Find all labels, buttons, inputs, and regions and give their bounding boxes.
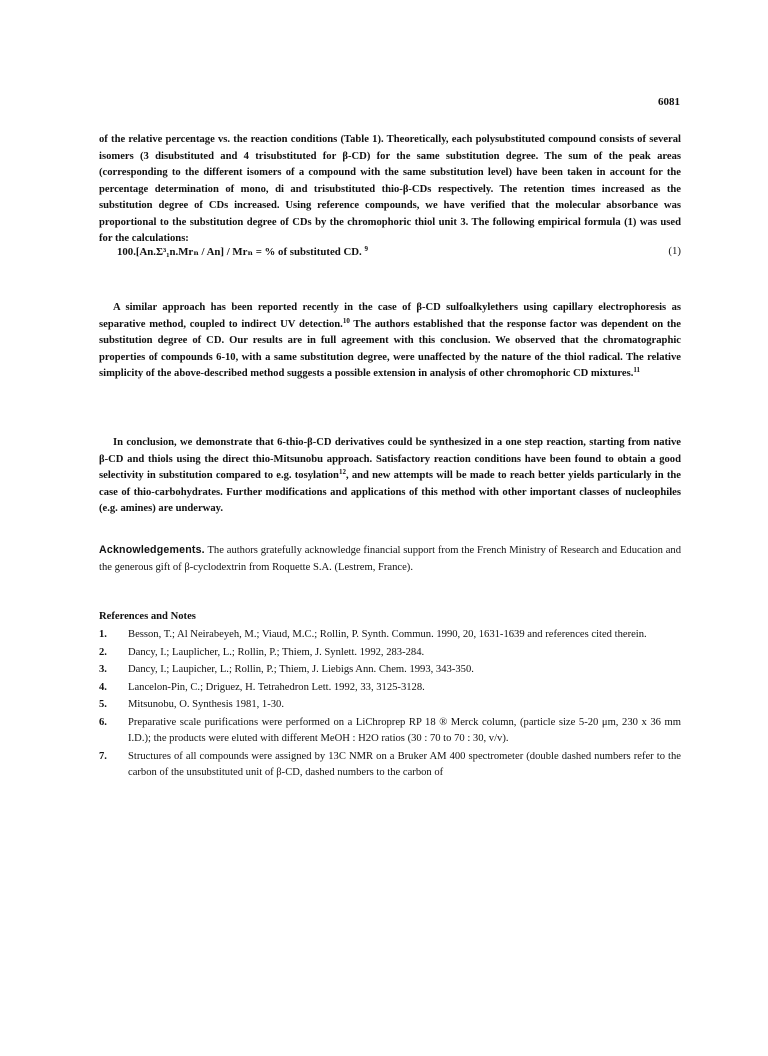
reference-text: Lancelon-Pin, C.; Driguez, H. Tetrahedron Lett. 1992, 33, 3125-3128. (128, 681, 425, 693)
reference-number: 6. (99, 716, 107, 728)
formula-expression (117, 245, 368, 258)
p3-text-1: In conclusion, we demonstrate that 6-thio-β-CD derivatives could be synthesized in a one step reaction, starting from native β-CD and thiols using the direct thio-Mitsunobu approach. Satisfactory reaction conditions have been found to obtain a good selectivity in substitution compared to e.g. tosylation (99, 437, 681, 481)
references-title: References and Notes (99, 611, 196, 622)
reference-item (99, 697, 681, 714)
reference-item (99, 662, 681, 679)
reference-number: 4. (99, 681, 107, 693)
reference-item (99, 680, 681, 697)
reference-number: 3. (99, 664, 107, 675)
formula-ref: 9 (364, 245, 368, 253)
reference-item (99, 749, 681, 782)
acknowledgements (99, 542, 681, 576)
citation-12: 12 (338, 468, 346, 476)
reference-number: 2. (99, 646, 107, 658)
acknowledgements-heading: Acknowledgements. (99, 544, 205, 556)
reference-text: Preparative scale purifications were performed on a LiChroprep RP 18 ® Merck column, (particle size 5-20 μm, 230 x 36 mm I.D.); the products were eluted with different MeOH : H2O ratios (30 : 70 to 70 : 30, v/v). (128, 716, 681, 744)
reference-item (99, 627, 681, 644)
page-number: 6081 (658, 96, 680, 108)
reference-number: 7. (99, 750, 107, 762)
p2-text-2: The authors established that the response factor was dependent on the substitution degree of CD. Our results are in full agreement with this conclusion. We observed that the chromatographic properties of compounds 6-10, with a same substitution degree, were unaffected by the nature of the thiol radical. The relative simplicity of the above-described method suggests a possible extension in analysis of other chromophoric CD mixtures. (99, 318, 681, 379)
reference-text: Mitsunobu, O. Synthesis 1981, 1-30. (128, 699, 284, 710)
paragraph-conclusion (99, 435, 681, 518)
references-section (99, 611, 681, 783)
reference-text: Dancy, I.; Laupicher, L.; Rollin, P.; Thiem, J. Liebigs Ann. Chem. 1993, 343-350. (128, 664, 474, 675)
reference-number: 5. (99, 699, 107, 710)
p2-text-1: A similar approach has been reported recently in the case of β-CD sulfoalkylethers using capillary electrophoresis as separative method, coupled to indirect UV detection. (99, 302, 681, 330)
reference-text: Dancy, I.; Lauplicher, L.; Rollin, P.; Thiem, J. Synlett. 1992, 283-284. (128, 646, 425, 658)
paragraph-results: of the relative percentage vs. the reaction conditions (Table 1). Theoretically, each polysubstituted compound consists of several isomers (3 disubstituted and 4 trisubstituted for β-CD) for the same substitution degree. The sum of the peak areas (corresponding to the different isomers of a compound with the same substitution level) have been taken in account for the percentage determination of mono, di and trisubstituted thio-β-CDs respectively. The retention times increased as the substitution degree of CDs increased. Using reference compounds, we have verified that the molecular absorbance was proportional to the substitution degree of CDs by the chromophoric thiol unit 3. The following empirical formula (1) was used for the calculations: (99, 134, 681, 244)
reference-number: 1. (99, 629, 107, 640)
paragraph-similar-approach (99, 300, 681, 383)
citation-10: 10 (342, 316, 350, 325)
reference-item (99, 645, 681, 662)
citation-11: 11 (633, 366, 641, 374)
p3-text-2: , and new attempts will be made to reach better yields particularly in the case of thio-carbohydrates. Further modifications and applications of this method with other important classes of nucleophiles (e.g. amines) are underway. (99, 470, 681, 514)
acknowledgements-text: The authors gratefully acknowledge financial support from the French Ministry of Research and Education and the generous gift of β-cyclodextrin from Roquette S.A. (Lestrem, France). (99, 545, 681, 573)
reference-text: Besson, T.; Al Neirabeyeh, M.; Viaud, M.C.; Rollin, P. Synth. Commun. 1990, 20, 1631-1639 and references cited therein. (128, 629, 647, 640)
formula-number: (1) (668, 245, 681, 257)
reference-item (99, 715, 681, 748)
reference-text: Structures of all compounds were assigned by 13C NMR on a Bruker AM 400 spectrometer (double dashed numbers refer to the carbon of the unsubstituted unit of β-CD, dashed numbers to the carbon of (128, 750, 681, 778)
formula-text: 100.[An.Σ³₁n.Mrₙ / An] / Mrₙ = % of substituted CD. (117, 246, 362, 258)
